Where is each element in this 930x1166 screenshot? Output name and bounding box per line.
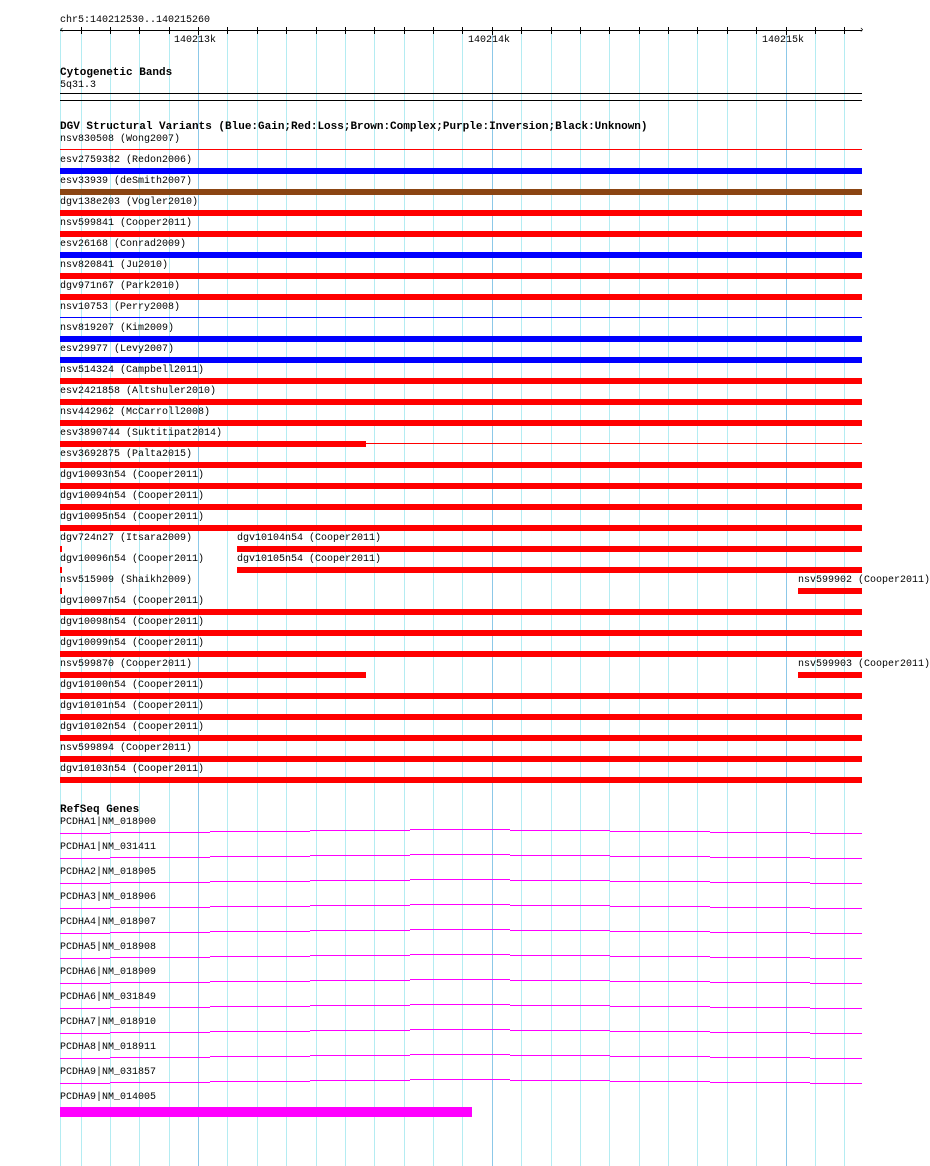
- variant-label[interactable]: dgv724n27 (Itsara2009): [60, 533, 193, 544]
- variant-label[interactable]: dgv10103n54 (Cooper2011): [60, 764, 205, 775]
- gene-label[interactable]: PCDHA1|NM_031411: [60, 842, 157, 853]
- variant-label[interactable]: dgv10094n54 (Cooper2011): [60, 491, 205, 502]
- ruler-tick-label: 140215k: [762, 35, 805, 46]
- gene-label[interactable]: PCDHA6|NM_031849: [60, 992, 157, 1003]
- variant-label[interactable]: esv33939 (deSmith2007): [60, 176, 193, 187]
- variant-label[interactable]: esv26168 (Conrad2009): [60, 239, 187, 250]
- gene-exon-bar[interactable]: [60, 1107, 472, 1117]
- variant-label[interactable]: dgv10096n54 (Cooper2011): [60, 554, 205, 565]
- gene-label[interactable]: PCDHA9|NM_014005: [60, 1092, 157, 1103]
- gene-label[interactable]: PCDHA3|NM_018906: [60, 892, 157, 903]
- gene-label[interactable]: PCDHA7|NM_018910: [60, 1017, 157, 1028]
- variant-label[interactable]: esv3692875 (Palta2015): [60, 449, 193, 460]
- variant-label[interactable]: esv29977 (Levy2007): [60, 344, 175, 355]
- variant-label[interactable]: nsv599902 (Cooper2011): [798, 575, 930, 586]
- gene-label[interactable]: PCDHA1|NM_018900: [60, 817, 157, 828]
- variant-label[interactable]: nsv599841 (Cooper2011): [60, 218, 193, 229]
- gene-label[interactable]: PCDHA8|NM_018911: [60, 1042, 157, 1053]
- gene-label[interactable]: PCDHA9|NM_031857: [60, 1067, 157, 1078]
- ruler-tick-label: 140214k: [468, 35, 511, 46]
- region-label: chr5:140212530..140215260: [60, 15, 211, 26]
- gene-label[interactable]: PCDHA4|NM_018907: [60, 917, 157, 928]
- refseq-track-title: RefSeq Genes: [60, 804, 140, 816]
- variant-label[interactable]: dgv971n67 (Park2010): [60, 281, 181, 292]
- variant-label[interactable]: nsv830508 (Wong2007): [60, 134, 181, 145]
- cytoband-track-title: Cytogenetic Bands: [60, 67, 173, 79]
- variant-label[interactable]: dgv10095n54 (Cooper2011): [60, 512, 205, 523]
- variant-label[interactable]: esv2421858 (Altshuler2010): [60, 386, 217, 397]
- variant-label[interactable]: nsv599894 (Cooper2011): [60, 743, 193, 754]
- variant-label[interactable]: dgv10097n54 (Cooper2011): [60, 596, 205, 607]
- variant-label[interactable]: nsv820841 (Ju2010): [60, 260, 169, 271]
- variant-label[interactable]: nsv599903 (Cooper2011): [798, 659, 930, 670]
- variant-label[interactable]: dgv10104n54 (Cooper2011): [237, 533, 382, 544]
- variant-label[interactable]: dgv10102n54 (Cooper2011): [60, 722, 205, 733]
- cytoband-label[interactable]: 5q31.3: [60, 80, 97, 91]
- gene-label[interactable]: PCDHA5|NM_018908: [60, 942, 157, 953]
- variant-label[interactable]: nsv442962 (McCarroll2008): [60, 407, 211, 418]
- arrow-right-icon[interactable]: ›: [859, 25, 865, 35]
- variant-label[interactable]: dgv10100n54 (Cooper2011): [60, 680, 205, 691]
- variant-label[interactable]: dgv10093n54 (Cooper2011): [60, 470, 205, 481]
- variant-label[interactable]: esv3890744 (Suktitipat2014): [60, 428, 223, 439]
- variant-label[interactable]: esv2759382 (Redon2006): [60, 155, 193, 166]
- gene-label[interactable]: PCDHA6|NM_018909: [60, 967, 157, 978]
- variant-label[interactable]: nsv10753 (Perry2008): [60, 302, 181, 313]
- variant-label[interactable]: dgv10105n54 (Cooper2011): [237, 554, 382, 565]
- dgv-track-title: DGV Structural Variants (Blue:Gain;Red:Loss;Brown:Complex;Purple:Inversion;Black:Unknown): [60, 121, 648, 133]
- variant-label[interactable]: nsv819207 (Kim2009): [60, 323, 175, 334]
- gene-label[interactable]: PCDHA2|NM_018905: [60, 867, 157, 878]
- arrow-left-icon[interactable]: ‹: [59, 25, 65, 35]
- variant-label[interactable]: dgv10098n54 (Cooper2011): [60, 617, 205, 628]
- variant-label[interactable]: dgv10101n54 (Cooper2011): [60, 701, 205, 712]
- variant-label[interactable]: nsv514324 (Campbell2011): [60, 365, 205, 376]
- variant-label[interactable]: dgv10099n54 (Cooper2011): [60, 638, 205, 649]
- ruler-tick-label: 140213k: [174, 35, 217, 46]
- variant-label[interactable]: dgv138e203 (Vogler2010): [60, 197, 199, 208]
- variant-label[interactable]: nsv599870 (Cooper2011): [60, 659, 193, 670]
- variant-label[interactable]: nsv515909 (Shaikh2009): [60, 575, 193, 586]
